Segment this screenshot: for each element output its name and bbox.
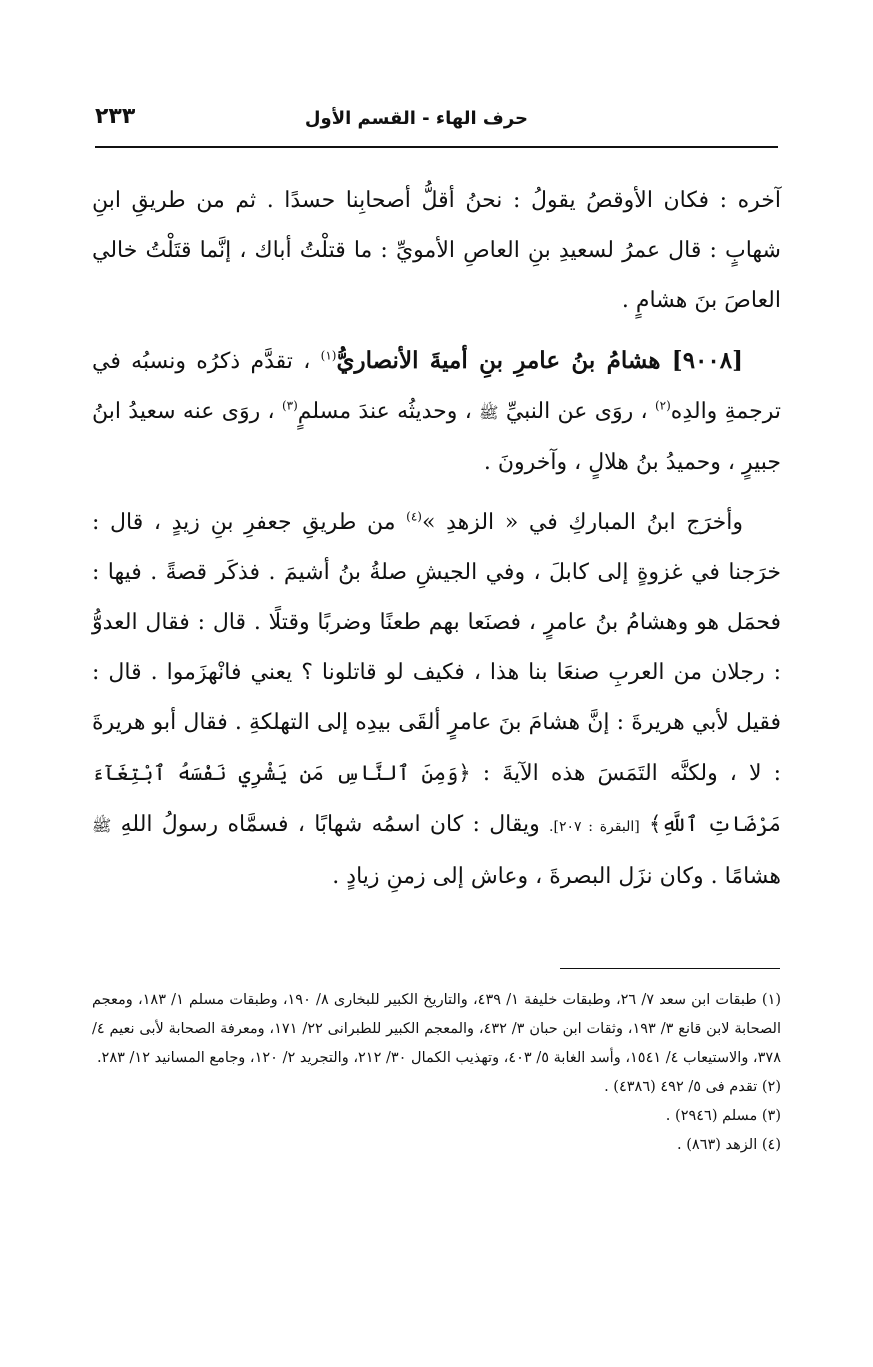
quran-reference: [البقرة : ٢٠٧].	[549, 819, 640, 835]
text-segment: هشامًا . وكان نزَل البصرةَ ، وعاش إلى زمنِ زيادٍ .	[332, 864, 781, 889]
footnotes	[92, 986, 781, 1160]
footnote-3: (٣) مسلم (٢٩٤٦) .	[665, 1108, 781, 1124]
running-title: حرف الهاء - القسم الأول	[304, 108, 528, 129]
page-header	[95, 100, 778, 148]
footnote-1: (١) طبقات ابن سعد ٧/ ٢٦، وطبقات خليفة ١/ ٤٣٩، والتاريخ الكبير للبخارى ٨/ ١٩٠، وطبقات مسلم ١/ ١٨٣، ومعجم الصحابة لابن قانع ٣/ ١٩٣، وثقات ابن حبان ٣/ ٤٣٢، والمعجم الكبير للطبرانى ٢٢/ ١٧١، ومعرفة الصحابة لأبى نعيم ٤/ ٣٧٨، والاستيعاب ٤/ ١٥٤١، وأسد الغابة ٥/ ٤٠٣، وتهذيب الكمال ٣٠/ ٢١٢، والتجريد ٢/ ١٢٠، وجامع المسانيد ١٢/ ٢٨٣.	[92, 992, 782, 1066]
text-segment: ، وحديثُه عندَ مسلمٍ	[297, 399, 472, 424]
page-number: ٢٣٣	[95, 104, 136, 129]
footnote-2: (٢) تقدم فى ٥/ ٤٩٢ (٤٣٨٦) .	[604, 1079, 781, 1095]
footnote-ref-2: (٢)	[654, 398, 671, 413]
text-segment: من طريقِ جعفرِ بنِ زيدٍ ، قال : خرَجنا في غزوةٍ إلى كابلَ ، وفي الجيشِ صلةُ بنُ أشيمَ . فذكَر قصةً . فيها : فحمَل هو وهشامُ بنُ عامرٍ ، فصنَعا بهم طعنًا وضربًا وقتلًا . قال : فقال العدوُّ : رجلان من العربِ صنعَا بنا هذا ، فكيف لو قاتلونا ؟ يعني فانْهزَموا . قال : فقيل لأبي هريرةَ : إنَّ هشامَ بنَ عامرٍ ألقَى بيدِه إلى التهلكةِ . فقال أبو هريرةَ : لا ، ولكنَّه التَمَسَ هذه الآيةَ :	[92, 510, 781, 786]
salla-glyph: ﷺ	[479, 403, 499, 422]
entry-heading: [٩٠٠٨] هشامُ بنُ عامرِ بنِ أميةَ الأنصاريُّ	[336, 347, 743, 374]
footnote-4: (٤) الزهد (٨٦٣) .	[677, 1137, 781, 1153]
text-segment: ، روَى عنه سعيدُ ابنُ جبيرٍ ، وحميدُ بنُ هلالٍ ، وآخرونَ .	[92, 399, 781, 475]
main-text	[92, 176, 781, 912]
footnote-ref-3: (٣)	[281, 398, 298, 413]
salla-glyph: ﷺ	[92, 816, 112, 835]
text-segment: وأخرَج ابنُ المباركِ في « الزهدِ »	[421, 510, 743, 535]
paragraph-3	[92, 498, 781, 902]
text-segment: ، تقدَّم ذكرُه ونسبُه في ترجمةِ والدِه	[92, 349, 782, 424]
footnote-ref-4: (٤)	[406, 509, 422, 524]
paragraph-1: آخره : فكان الأوقصُ يقولُ : نحنُ أقلُّ أصحابِنا حسدًا . ثم من طريقِ ابنِ شهابٍ : قال عمرُ لسعيدِ بنِ العاصِ الأمويِّ : ما قتلْتُ أباك ، إنَّما قتَلْتُ خالي العاصَ بنَ هشامٍ .	[92, 188, 781, 313]
paragraph-2	[92, 336, 781, 488]
text-segment: ، روَى عن النبيِّ	[505, 399, 648, 424]
footnote-ref-1: (١)	[320, 348, 337, 363]
quran-verse: ﴿وَمِنَ ٱلنَّاسِ مَن يَشْرِي نَفْسَهُ ٱبْتِغَآءَ مَرْضَاتِ ٱللَّهِ﴾	[92, 761, 781, 836]
footnote-divider	[560, 968, 780, 969]
text-segment: ويقال : كان اسمُه شهابًا ، فسمَّاه رسولُ اللهِ	[120, 812, 540, 837]
